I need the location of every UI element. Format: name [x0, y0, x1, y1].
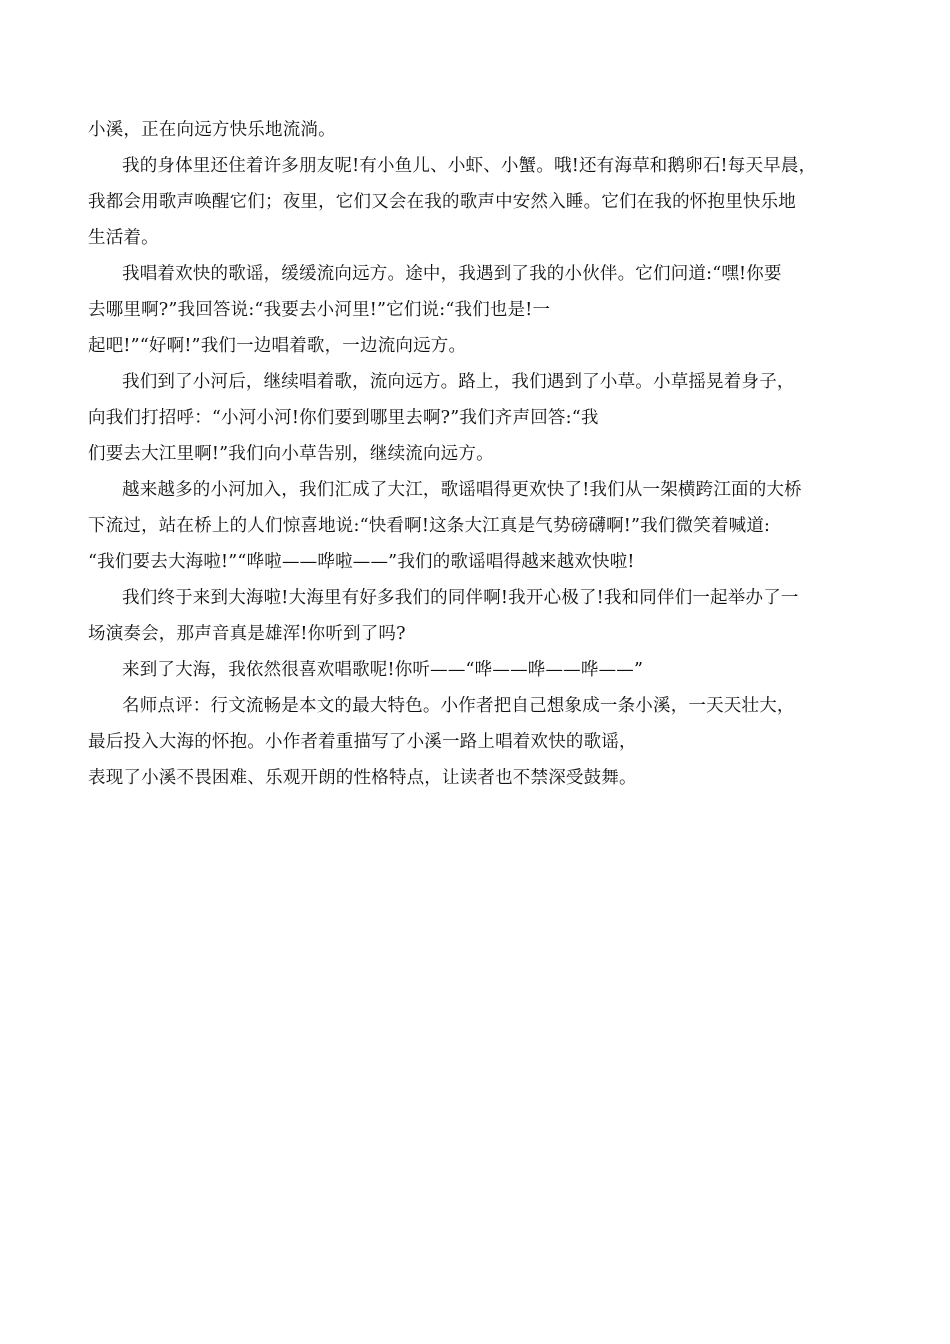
- text-line-1: 小溪，正在向远方快乐地流淌。: [88, 120, 336, 140]
- text-line-6: 去哪里啊?”我回答说:“我要去小河里!”它们说:“我们也是!一: [88, 300, 551, 320]
- text-line-14: 我们终于来到大海啦!大海里有好多我们的同伴啊!我开心极了!我和同伴们一起举办了一: [122, 588, 799, 608]
- text-line-12: 下流过，站在桥上的人们惊喜地说:“快看啊!这条大江真是气势磅礴啊!”我们微笑着喊道:: [88, 516, 771, 536]
- text-line-7: 起吧!”“好啊!”我们一边唱着歌，一边流向远方。: [88, 336, 467, 356]
- text-line-8: 我们到了小河后，继续唱着歌，流向远方。路上，我们遇到了小草。小草摇晃着身子，: [122, 372, 795, 392]
- text-line-16: 来到了大海，我依然很喜欢唱歌呢!你听——“哗——哗——哗——”: [122, 660, 644, 680]
- text-line-2: 我的身体里还住着许多朋友呢!有小鱼儿、小虾、小蟹。哦!还有海草和鹅卵石!每天早晨，: [122, 156, 817, 176]
- text-line-19: 表现了小溪不畏困难、乐观开朗的性格特点，让读者也不禁深受鼓舞。: [88, 768, 637, 788]
- text-line-4: 生活着。: [88, 228, 159, 248]
- text-line-11: 越来越多的小河加入，我们汇成了大江，歌谣唱得更欢快了!我们从一架横跨江面的大桥: [122, 480, 802, 500]
- text-line-5: 我唱着欢快的歌谣，缓缓流向远方。途中，我遇到了我的小伙伴。它们问道:“嘿!你要: [122, 264, 782, 284]
- text-line-15: 场演奏会，那声音真是雄浑!你听到了吗?: [88, 624, 406, 644]
- text-line-17: 名师点评：行文流畅是本文的最大特色。小作者把自己想象成一条小溪，一天天壮大，: [122, 696, 795, 716]
- text-line-18: 最后投入大海的怀抱。小作者着重描写了小溪一路上唱着欢快的歌谣，: [88, 732, 637, 752]
- text-line-3: 我都会用歌声唤醒它们；夜里，它们又会在我的歌声中安然入睡。它们在我的怀抱里快乐地: [88, 192, 796, 212]
- text-line-13: “我们要去大海啦!”“哗啦——哗啦——”我们的歌谣唱得越来越欢快啦!: [88, 552, 635, 572]
- text-line-10: 们要去大江里啊!”我们向小草告别，继续流向远方。: [88, 444, 494, 464]
- document-body: [88, 112, 868, 796]
- text-line-9: 向我们打招呼：“小河小河!你们要到哪里去啊?”我们齐声回答:“我: [88, 408, 599, 428]
